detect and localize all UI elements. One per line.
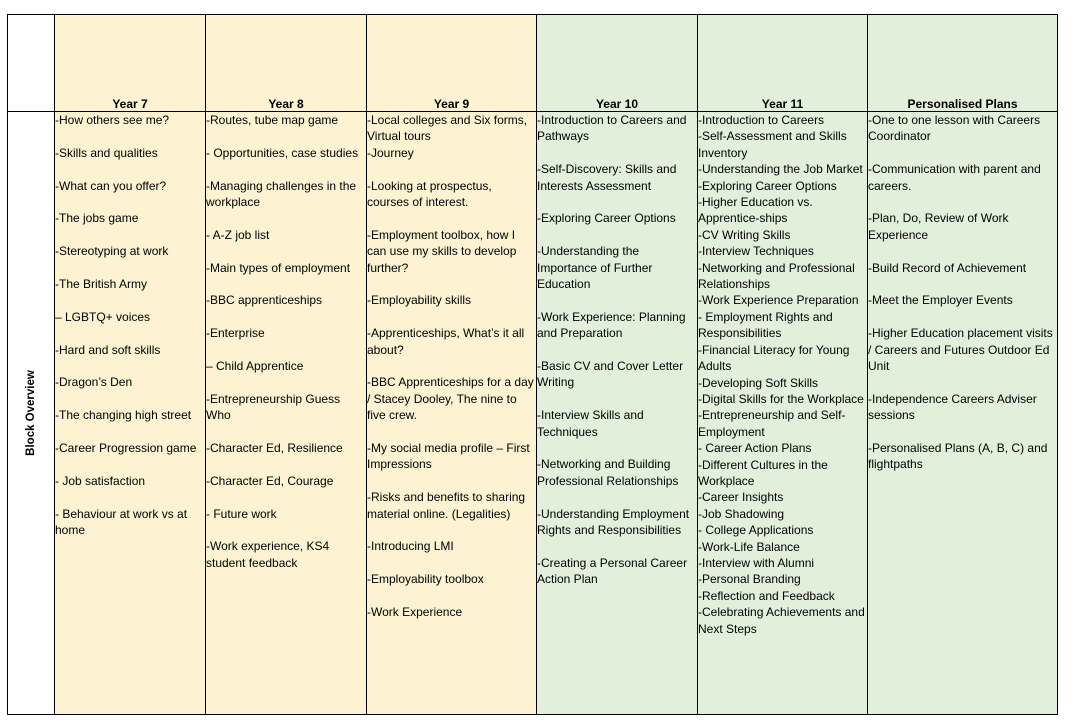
list-item: -Personalised Plans (A, B, C) and flightpaths — [868, 441, 1048, 472]
careers-block-overview-table — [7, 14, 1058, 715]
list-item: -Work Experience Preparation — [698, 293, 859, 308]
list-item: -My social media profile – First Impressions — [367, 441, 530, 472]
list-item: -Exploring Career Options — [698, 178, 837, 193]
list-item: -Digital Skills for the Workplace — [698, 391, 864, 406]
list-item: -Routes, tube map game — [206, 113, 339, 127]
row-label-block-overview: Block Overview — [25, 370, 37, 456]
list-item: -Work experience, KS4 student feedback — [206, 539, 330, 570]
list-item: -Creating a Personal Career Action Plan — [537, 555, 688, 587]
list-item: -Higher Education placement visits / Careers and Futures Outdoor Ed Unit — [868, 326, 1053, 374]
list-item: -Entrepreneurship and Self-Employment — [698, 408, 846, 439]
list-item: -Plan, Do, Review of Work Experience — [868, 211, 1009, 242]
list-item: -Hard and soft skills — [55, 342, 161, 357]
list-item: - Behaviour at work vs at home — [55, 506, 188, 537]
list-item: - Job satisfaction — [55, 473, 146, 488]
list-item: -How others see me? — [55, 113, 170, 127]
list-item: -Character Ed, Courage — [206, 473, 334, 488]
list-item: -Understanding the Job Market — [698, 162, 863, 177]
list-item: -Looking at prospectus, courses of interest. — [367, 178, 492, 210]
list-item: -Employment toolbox, how I can use my skills to develop further? — [367, 227, 517, 275]
list-item: -Local colleges and Six forms, Virtual tours -Journey — [367, 113, 528, 160]
list-item: -Exploring Career Options — [537, 211, 676, 226]
list-item: -Meet the Employer Events — [868, 293, 1013, 308]
list-item: -BBC Apprenticeships for a day / Stacey Dooley, The nine to five crew. — [367, 375, 534, 423]
block-overview-row — [8, 112, 1058, 715]
list-item: -Higher Education vs. Apprentice-ships — [698, 195, 813, 226]
cell-year-10 — [537, 112, 698, 715]
column-header-year-10: Year 10 — [537, 15, 698, 112]
cell-year-7 — [55, 112, 206, 715]
list-item: -Career Progression game — [55, 440, 197, 455]
column-header-year-8: Year 8 — [206, 15, 367, 112]
list-item: - College Applications — [698, 523, 814, 538]
column-header-year-9: Year 9 — [367, 15, 537, 112]
list-item: -Basic CV and Cover Letter Writing — [537, 359, 684, 390]
list-item: -BBC apprenticeships — [206, 293, 323, 308]
list-item: -Networking and Professional Relationships — [698, 260, 855, 292]
list-item: -Interview Techniques — [698, 244, 814, 259]
cell-year-11 — [698, 112, 868, 715]
list-item: -One to one lesson with Careers Coordinator — [868, 113, 1041, 144]
list-item: -The changing high street — [55, 408, 192, 423]
list-item: -What can you offer? — [55, 178, 167, 193]
row-label-cell — [8, 112, 55, 715]
list-item: -Networking and Building Professional Relationships — [537, 457, 679, 488]
list-item: -Work Experience: Planning and Preparation — [537, 309, 686, 341]
list-item: -Apprenticeships, What’s it all about? — [367, 326, 525, 357]
list-item: -Career Insights — [698, 490, 784, 505]
cell-personalised-plans — [868, 112, 1058, 715]
list-item: - Career Action Plans — [698, 441, 812, 456]
list-item: -The jobs game — [55, 211, 139, 226]
list-item: -Employability toolbox — [367, 572, 484, 587]
cell-year-8 — [206, 112, 367, 715]
list-item: -Introduction to Careers and Pathways — [537, 113, 687, 144]
list-item: - Future work — [206, 506, 277, 521]
list-item: -Celebrating Achievements and Next Steps — [698, 605, 865, 636]
list-item: -Stereotyping at work — [55, 244, 169, 259]
list-item: -Build Record of Achievement — [868, 260, 1027, 275]
list-item: -Self-Discovery: Skills and Interests Assessment — [537, 162, 677, 193]
list-item: -Self-Assessment and Skills Inventory — [698, 129, 847, 160]
list-item: -Communication with parent and careers. — [868, 162, 1041, 193]
list-item: – Child Apprentice — [206, 358, 304, 373]
list-item: - A-Z job list — [206, 227, 270, 242]
list-item: -Enterprise — [206, 326, 265, 341]
list-item: -Introduction to Careers — [698, 113, 825, 127]
list-item: -Independence Careers Adviser sessions — [868, 391, 1037, 423]
list-item: -Entrepreneurship Guess Who — [206, 391, 341, 423]
cell-year-9 — [367, 112, 537, 715]
list-item: -Work-Life Balance — [698, 539, 800, 554]
list-item: -Understanding the Importance of Further Education — [537, 244, 653, 292]
column-header-personalised-plans: Personalised Plans — [868, 15, 1058, 112]
list-item: - Opportunities, case studies — [206, 145, 359, 160]
corner-cell — [8, 15, 55, 112]
list-item: -Interview Skills and Techniques — [537, 408, 644, 439]
list-item: -CV Writing Skills — [698, 227, 791, 242]
header-row — [8, 15, 1058, 112]
list-item: -Work Experience — [367, 605, 463, 620]
list-item: -Employability skills — [367, 293, 472, 308]
list-item: -Introducing LMI — [367, 539, 454, 554]
list-item: -Job Shadowing — [698, 506, 785, 521]
list-item: -Reflection and Feedback — [698, 588, 835, 603]
column-header-year-11: Year 11 — [698, 15, 868, 112]
list-item: -Main types of employment — [206, 260, 351, 275]
list-item: -Skills and qualities — [55, 145, 158, 160]
list-item: -Risks and benefits to sharing material online. (Legalities) — [367, 490, 526, 521]
column-header-year-7: Year 7 — [55, 15, 206, 112]
list-item: – LGBTQ+ voices — [55, 309, 151, 324]
list-item: -Different Cultures in the Workplace — [698, 457, 828, 488]
list-item: -Interview with Alumni — [698, 555, 815, 570]
list-item: -Dragon’s Den — [55, 375, 133, 390]
list-item: -The British Army — [55, 276, 148, 291]
list-item: -Character Ed, Resilience — [206, 440, 343, 455]
list-item: -Understanding Employment Rights and Responsibilities — [537, 506, 690, 538]
list-item: -Financial Literacy for Young Adults — [698, 342, 850, 374]
list-item: -Personal Branding — [698, 572, 801, 587]
list-item: -Developing Soft Skills — [698, 375, 819, 390]
list-item: -Managing challenges in the workplace — [206, 178, 357, 209]
list-item: - Employment Rights and Responsibilities — [698, 309, 833, 341]
